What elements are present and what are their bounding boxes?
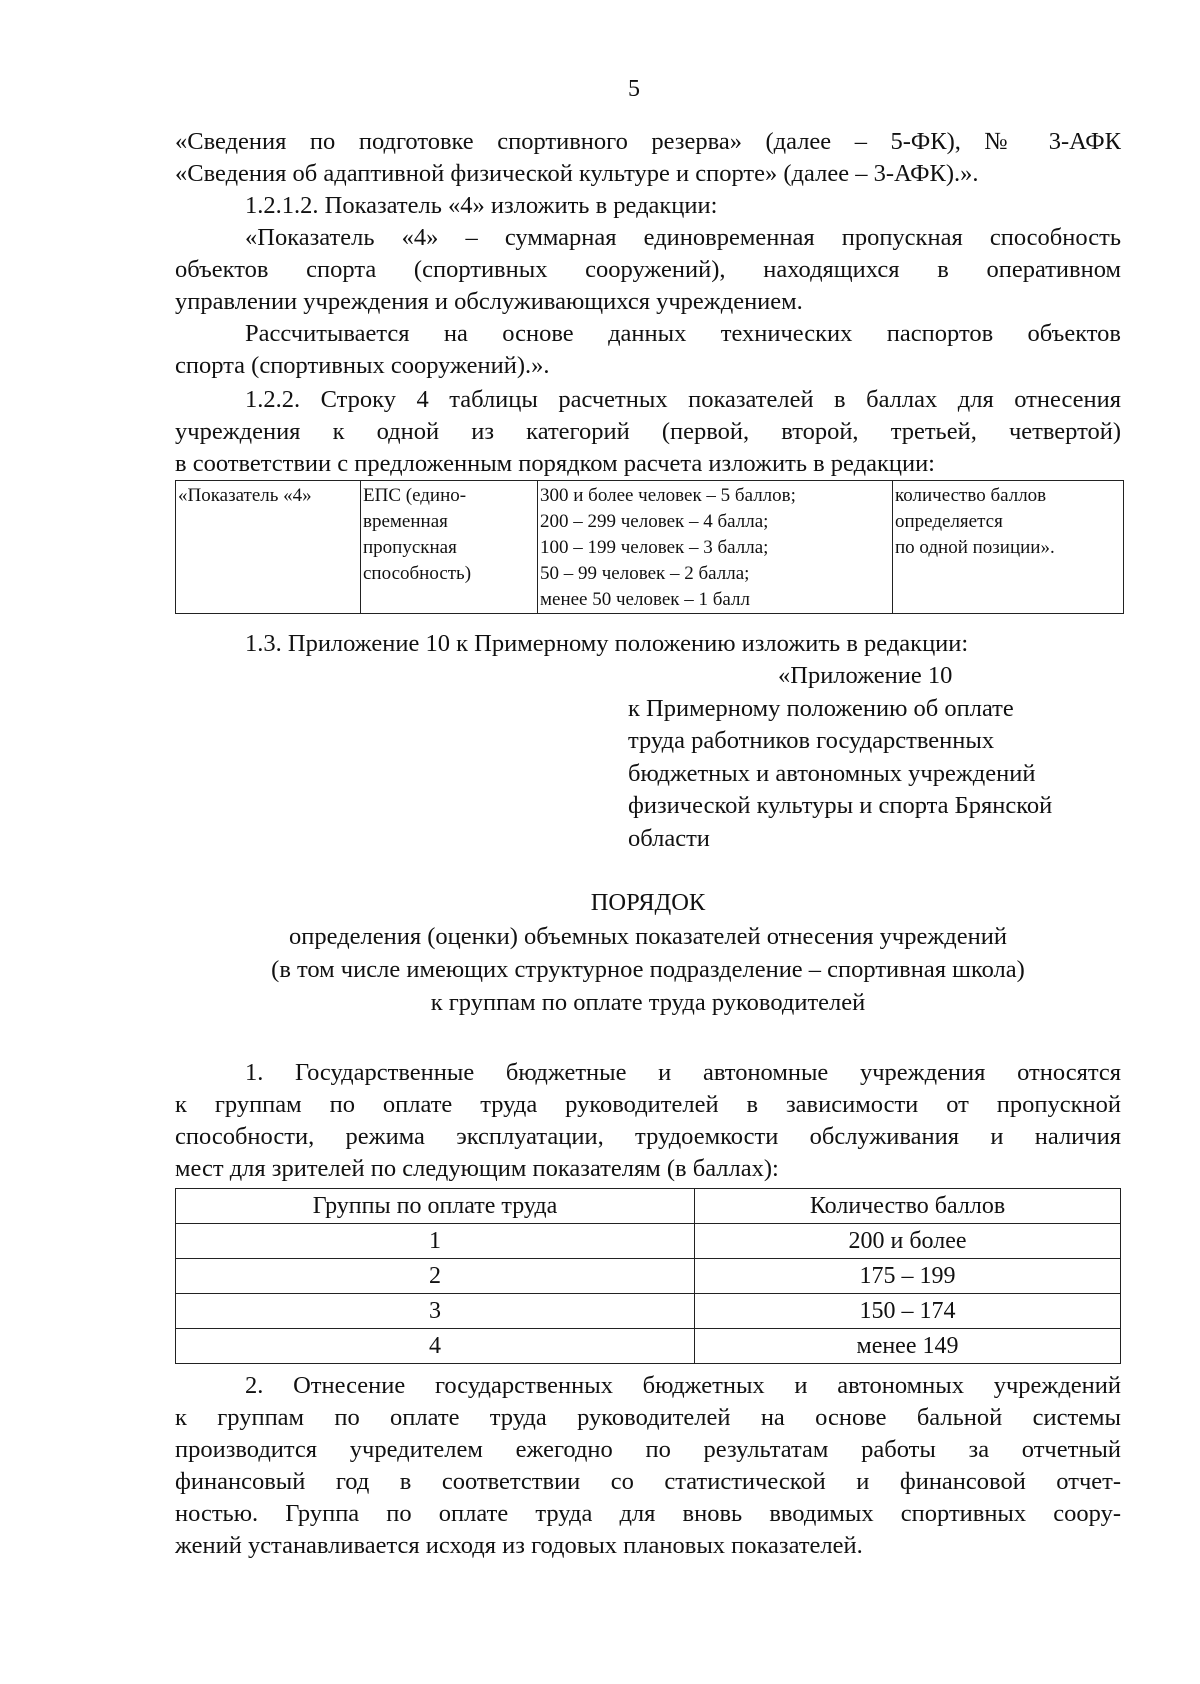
- table-cell: 150 – 174: [695, 1294, 1121, 1329]
- item-heading: 1.2.1.2. Показатель «4» изложить в редакции:: [245, 192, 718, 219]
- table-row: [176, 1259, 1121, 1294]
- table-cell: 2: [176, 1259, 695, 1294]
- text-line: бюджетных и автономных учреждений: [628, 759, 1036, 787]
- table-cell: 3: [176, 1294, 695, 1329]
- text-line: 1. Государственные бюджетные и автономные учреждения относятся: [245, 1059, 1121, 1086]
- table-cell: [361, 481, 538, 614]
- table-cell: 4: [176, 1329, 695, 1364]
- text-line: мест для зрителей по следующим показателям (в баллах):: [175, 1155, 779, 1182]
- text-line: 2. Отнесение государственных бюджетных и автономных учреждений: [245, 1372, 1121, 1399]
- paragraph-2: [175, 1370, 1121, 1562]
- text-line: к группам по оплате труда руководителей в зависимости от пропускной: [175, 1091, 1121, 1118]
- text-line: (в том числе имеющих структурное подразделение – спортивная школа): [271, 956, 1025, 983]
- table-cell: менее 149: [695, 1329, 1121, 1364]
- cell-text: «Показатель «4»: [178, 485, 312, 506]
- table-cell: [176, 481, 361, 614]
- column-header: Группы по оплате труда: [176, 1189, 695, 1224]
- order-subtitle: [175, 920, 1121, 1019]
- cell-text: 100 – 199 человек – 3 балла;: [540, 537, 769, 558]
- text-line: к группам по оплате труда руководителей: [430, 989, 866, 1016]
- cell-text: количество баллов: [895, 485, 1047, 506]
- text-line: производится учредителем ежегодно по результатам работы за отчетный: [175, 1436, 1121, 1463]
- text-line: управлении учреждения и обслуживающихся учреждением.: [175, 288, 803, 315]
- table-row: [176, 1294, 1121, 1329]
- cell-text: пропускная: [363, 537, 457, 558]
- item-1-2-2: [175, 384, 1121, 480]
- text-line: труда работников государственных: [628, 727, 995, 754]
- intro-paragraph: [175, 126, 1121, 190]
- text-line: 1.2.2. Строку 4 таблицы расчетных показателей в баллах для отнесения: [245, 386, 1121, 413]
- text-line: к группам по оплате труда руководителей на основе бальной системы: [175, 1404, 1121, 1431]
- table-row: [176, 1224, 1121, 1259]
- order-title: ПОРЯДОК: [590, 889, 706, 916]
- text-line: учреждения к одной из категорий (первой, второй, третьей, четвертой): [175, 418, 1121, 445]
- text-line: объектов спорта (спортивных сооружений), находящихся в оперативном: [175, 256, 1121, 283]
- table-header-row: [176, 1189, 1121, 1224]
- cell-text: по одной позиции».: [895, 537, 1055, 558]
- table-row: [176, 481, 1124, 614]
- column-header: Количество баллов: [695, 1189, 1121, 1224]
- text-line: 1.3. Приложение 10 к Примерному положению изложить в редакции:: [245, 630, 969, 657]
- table-cell: 200 и более: [695, 1224, 1121, 1259]
- text-line: к Примерному положению об оплате: [628, 694, 1014, 722]
- cell-text: определяется: [895, 511, 1003, 532]
- cell-text: ЕПС (едино-: [363, 485, 467, 506]
- text-line: жений устанавливается исходя из годовых плановых показателей.: [175, 1532, 863, 1559]
- groups-table: [175, 1188, 1121, 1364]
- text-line: ностью. Группа по оплате труда для вновь вводимых спортивных соору-: [175, 1500, 1121, 1527]
- paragraph-1: [175, 1057, 1121, 1185]
- table-cell: 175 – 199: [695, 1259, 1121, 1294]
- item-1-2-1-2: [175, 190, 1121, 382]
- text-line: определения (оценки) объемных показателей отнесения учреждений: [289, 923, 1007, 950]
- appendix-title: «Приложение 10: [778, 662, 953, 689]
- cell-text: 50 – 99 человек – 2 балла;: [540, 563, 750, 584]
- table-cell: [893, 481, 1124, 614]
- text-line: Рассчитывается на основе данных технических паспортов объектов: [245, 320, 1121, 347]
- cell-text: способность): [363, 563, 472, 584]
- item-1-3: [245, 628, 1121, 660]
- table-row: [176, 1329, 1121, 1364]
- cell-text: 200 – 299 человек – 4 балла;: [540, 511, 769, 532]
- text-line: «Сведения по подготовке спортивного резерва» (далее – 5-ФК), № 3-АФК: [175, 128, 1121, 155]
- text-line: в соответствии с предложенным порядком расчета изложить в редакции:: [175, 450, 935, 477]
- text-line: «Сведения об адаптивной физической культуре и спорте» (далее – 3-АФК).».: [175, 160, 979, 187]
- text-line: спорта (спортивных сооружений).».: [175, 352, 550, 379]
- table-cell: 1: [176, 1224, 695, 1259]
- text-line: финансовый год в соответствии со статистической и финансовой отчет-: [175, 1468, 1121, 1495]
- cell-text: менее 50 человек – 1 балл: [540, 589, 750, 610]
- text-line: области: [628, 824, 710, 852]
- text-line: «Показатель «4» – суммарная единовременная пропускная способность: [245, 224, 1121, 251]
- page-number: 5: [628, 76, 640, 102]
- text-line: способности, режима эксплуатации, трудоемкости обслуживания и наличия: [175, 1123, 1121, 1150]
- appendix-header: [628, 660, 1121, 855]
- indicator-table: [175, 480, 1124, 614]
- table-cell: [538, 481, 893, 614]
- cell-text: 300 и более человек – 5 баллов;: [540, 485, 796, 506]
- text-line: физической культуры и спорта Брянской: [628, 792, 1053, 819]
- cell-text: временная: [363, 511, 448, 532]
